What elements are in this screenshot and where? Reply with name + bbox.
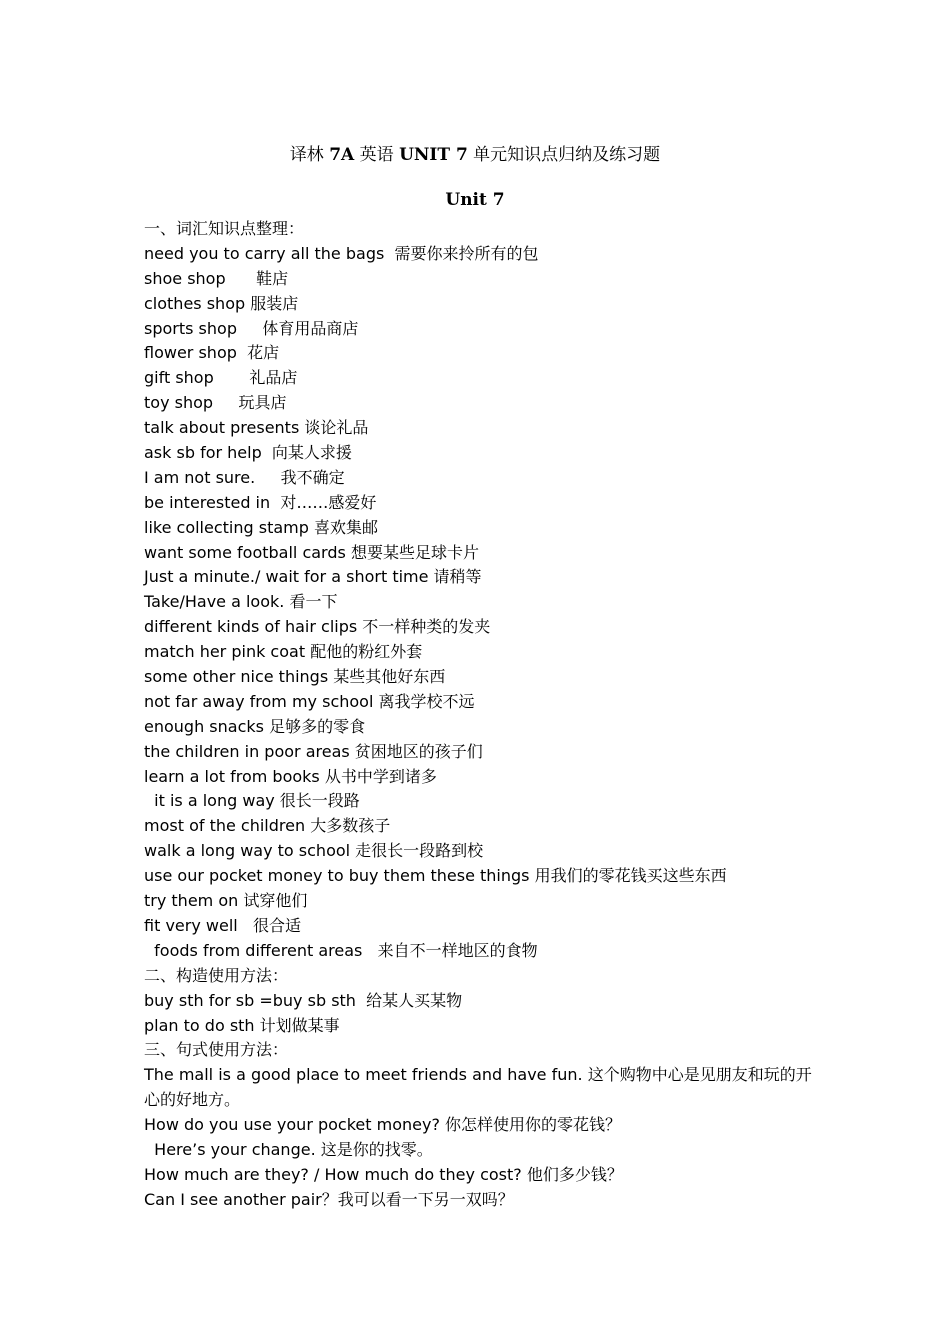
vocab-item-english: most of the children <box>144 816 311 836</box>
vocab-item-english: enough snacks <box>144 716 270 736</box>
vocab-item-chinese: 服装店 <box>250 293 299 313</box>
vocab-item-chinese: 想要某些足球卡片 <box>350 542 479 562</box>
structure-section-heading: 二、构造使用方法： <box>144 965 289 985</box>
vocab-item-english: talk about presents <box>144 418 305 438</box>
vocab-item-english: want some football cards <box>144 542 351 562</box>
vocab-item-english: it is a long way <box>144 791 280 811</box>
vocab-item-chinese: 来自不一样地区的食物 <box>377 940 538 960</box>
vocab-item <box>144 466 824 491</box>
vocab-item-english: learn a lot from books <box>144 766 325 786</box>
vocab-item <box>144 889 824 914</box>
vocab-item <box>144 740 824 765</box>
vocab-item <box>144 541 824 566</box>
structure-item-english: plan to do sth <box>144 1015 260 1035</box>
vocab-item <box>144 864 824 889</box>
title-part-1: 译林 <box>289 145 330 165</box>
vocab-item <box>144 914 824 939</box>
vocab-item <box>144 391 824 416</box>
vocab-item-chinese: 足够多的零食 <box>269 716 366 736</box>
vocab-item-chinese: 请稍等 <box>433 567 482 587</box>
sentence-list <box>144 1063 824 1212</box>
structure-item-chinese: 计划做某事 <box>259 1015 340 1035</box>
vocab-item-chinese: 用我们的零花钱买这些东西 <box>534 866 727 886</box>
title-part-3: 英语 <box>354 145 400 165</box>
sentence-section-heading: 三、句式使用方法： <box>144 1040 289 1060</box>
vocab-item-english: use our pocket money to buy them these things <box>144 866 535 886</box>
vocab-item-english: the children in poor areas <box>144 741 355 761</box>
sentence-item-english: How do you use your pocket money? <box>144 1115 446 1135</box>
vocab-item-english: match her pink coat <box>144 642 311 662</box>
vocab-item-english: flower shop <box>144 343 248 363</box>
structure-item <box>144 1014 824 1039</box>
structure-item-english: buy sth for sb =buy sb sth <box>144 990 367 1010</box>
vocab-item-chinese: 礼品店 <box>249 368 298 388</box>
sentence-item-chinese: 他们多少钱？ <box>526 1164 623 1184</box>
sentence-item-chinese: 这个购物中心是见朋友和玩的开心的好地方。 <box>144 1065 812 1110</box>
title-part-5: 单元知识点归纳及练习题 <box>467 145 661 165</box>
vocab-item <box>144 565 824 590</box>
vocab-item <box>144 292 824 317</box>
vocab-item-english: Take/Have a look. <box>144 592 290 612</box>
sentence-item <box>144 1063 824 1113</box>
vocab-item-chinese: 配他的粉红外套 <box>310 642 423 662</box>
vocab-item <box>144 690 824 715</box>
vocab-item-chinese: 鞋店 <box>256 268 289 288</box>
vocab-item-english: be interested in <box>144 492 281 512</box>
vocab-item-chinese: 不一样种类的发夹 <box>362 617 491 637</box>
vocab-list <box>144 242 824 964</box>
vocab-item <box>144 715 824 740</box>
structure-list <box>144 989 824 1039</box>
sentence-item-english: How much are they? / How much do they cost? <box>144 1164 527 1184</box>
vocab-item <box>144 640 824 665</box>
vocab-item-chinese: 花店 <box>247 343 280 363</box>
vocab-item-english: fit very well <box>144 915 253 935</box>
unit-heading: Unit 7 <box>445 190 505 210</box>
vocab-item-english: walk a long way to school <box>144 841 356 861</box>
sentence-item <box>144 1138 824 1163</box>
vocab-item-chinese: 某些其他好东西 <box>333 667 446 687</box>
vocab-item <box>144 242 824 267</box>
sentence-item-chinese: 我可以看一下另一双吗？ <box>337 1189 514 1209</box>
sentence-item-english: Can I see another pair？ <box>144 1189 338 1209</box>
vocab-item <box>144 665 824 690</box>
vocab-item <box>144 939 824 964</box>
vocab-item-english: try them on <box>144 891 244 911</box>
vocab-item-chinese: 走很长一段路到校 <box>355 841 484 861</box>
title-part-4: UNIT 7 <box>399 145 468 165</box>
vocab-item-english: I am not sure. <box>144 467 281 487</box>
sentence-item <box>144 1188 824 1213</box>
sentence-item-chinese: 你怎样使用你的零花钱？ <box>445 1115 622 1135</box>
vocab-item <box>144 765 824 790</box>
vocab-item <box>144 814 824 839</box>
vocab-item-english: gift shop <box>144 368 250 388</box>
structure-item-chinese: 给某人买某物 <box>366 990 463 1010</box>
vocab-item-english: different kinds of hair clips <box>144 617 363 637</box>
vocab-item-english: Just a minute./ wait for a short time <box>144 567 434 587</box>
vocab-item-chinese: 很长一段路 <box>279 791 360 811</box>
sentence-item-chinese: 这是你的找零。 <box>320 1139 433 1159</box>
vocab-item <box>144 491 824 516</box>
vocab-item <box>144 416 824 441</box>
vocab-item <box>144 441 824 466</box>
sentence-item <box>144 1113 824 1138</box>
vocab-item-chinese: 贫困地区的孩子们 <box>354 741 483 761</box>
vocab-item-chinese: 喜欢集邮 <box>313 517 378 537</box>
vocab-item-english: like collecting stamp <box>144 517 314 537</box>
vocab-item-english: not far away from my school <box>144 691 379 711</box>
vocab-item <box>144 516 824 541</box>
vocab-item-chinese: 体育用品商店 <box>262 318 359 338</box>
title-part-2: 7A <box>329 145 355 165</box>
vocab-item-english: sports shop <box>144 318 263 338</box>
sentence-item-english: The mall is a good place to meet friends and have fun. <box>144 1065 588 1085</box>
document-title <box>0 143 950 167</box>
sentence-item-english: Here’s your change. <box>144 1139 321 1159</box>
vocab-item-english: some other nice things <box>144 667 334 687</box>
vocab-item-english: need you to carry all the bags <box>144 243 395 263</box>
vocab-item-chinese: 向某人求援 <box>271 443 352 463</box>
vocab-item-chinese: 试穿他们 <box>243 891 308 911</box>
vocab-item <box>144 789 824 814</box>
sentence-item <box>144 1163 824 1188</box>
vocab-item <box>144 341 824 366</box>
vocab-section-heading: 一、词汇知识点整理： <box>144 219 305 238</box>
vocab-item-chinese: 玩具店 <box>238 393 287 413</box>
vocab-item-chinese: 大多数孩子 <box>310 816 391 836</box>
vocab-item-english: clothes shop <box>144 293 251 313</box>
document-body <box>144 217 824 1213</box>
structure-item <box>144 989 824 1014</box>
vocab-item-chinese: 看一下 <box>289 592 338 612</box>
vocab-item-english: ask sb for help <box>144 443 272 463</box>
vocab-item <box>144 839 824 864</box>
vocab-item <box>144 317 824 342</box>
vocab-item-chinese: 需要你来拎所有的包 <box>394 243 539 263</box>
vocab-item-chinese: 对……感爱好 <box>280 492 377 512</box>
vocab-item-chinese: 离我学校不远 <box>378 691 475 711</box>
vocab-item-chinese: 我不确定 <box>280 467 345 487</box>
vocab-item-english: toy shop <box>144 393 239 413</box>
vocab-item-chinese: 从书中学到诸多 <box>324 766 437 786</box>
vocab-item-english: shoe shop <box>144 268 257 288</box>
vocab-item <box>144 267 824 292</box>
vocab-item <box>144 366 824 391</box>
vocab-item-chinese: 谈论礼品 <box>304 418 369 438</box>
vocab-item <box>144 615 824 640</box>
vocab-item-english: foods from different areas <box>144 940 378 960</box>
vocab-item <box>144 590 824 615</box>
vocab-item-chinese: 很合适 <box>252 915 301 935</box>
